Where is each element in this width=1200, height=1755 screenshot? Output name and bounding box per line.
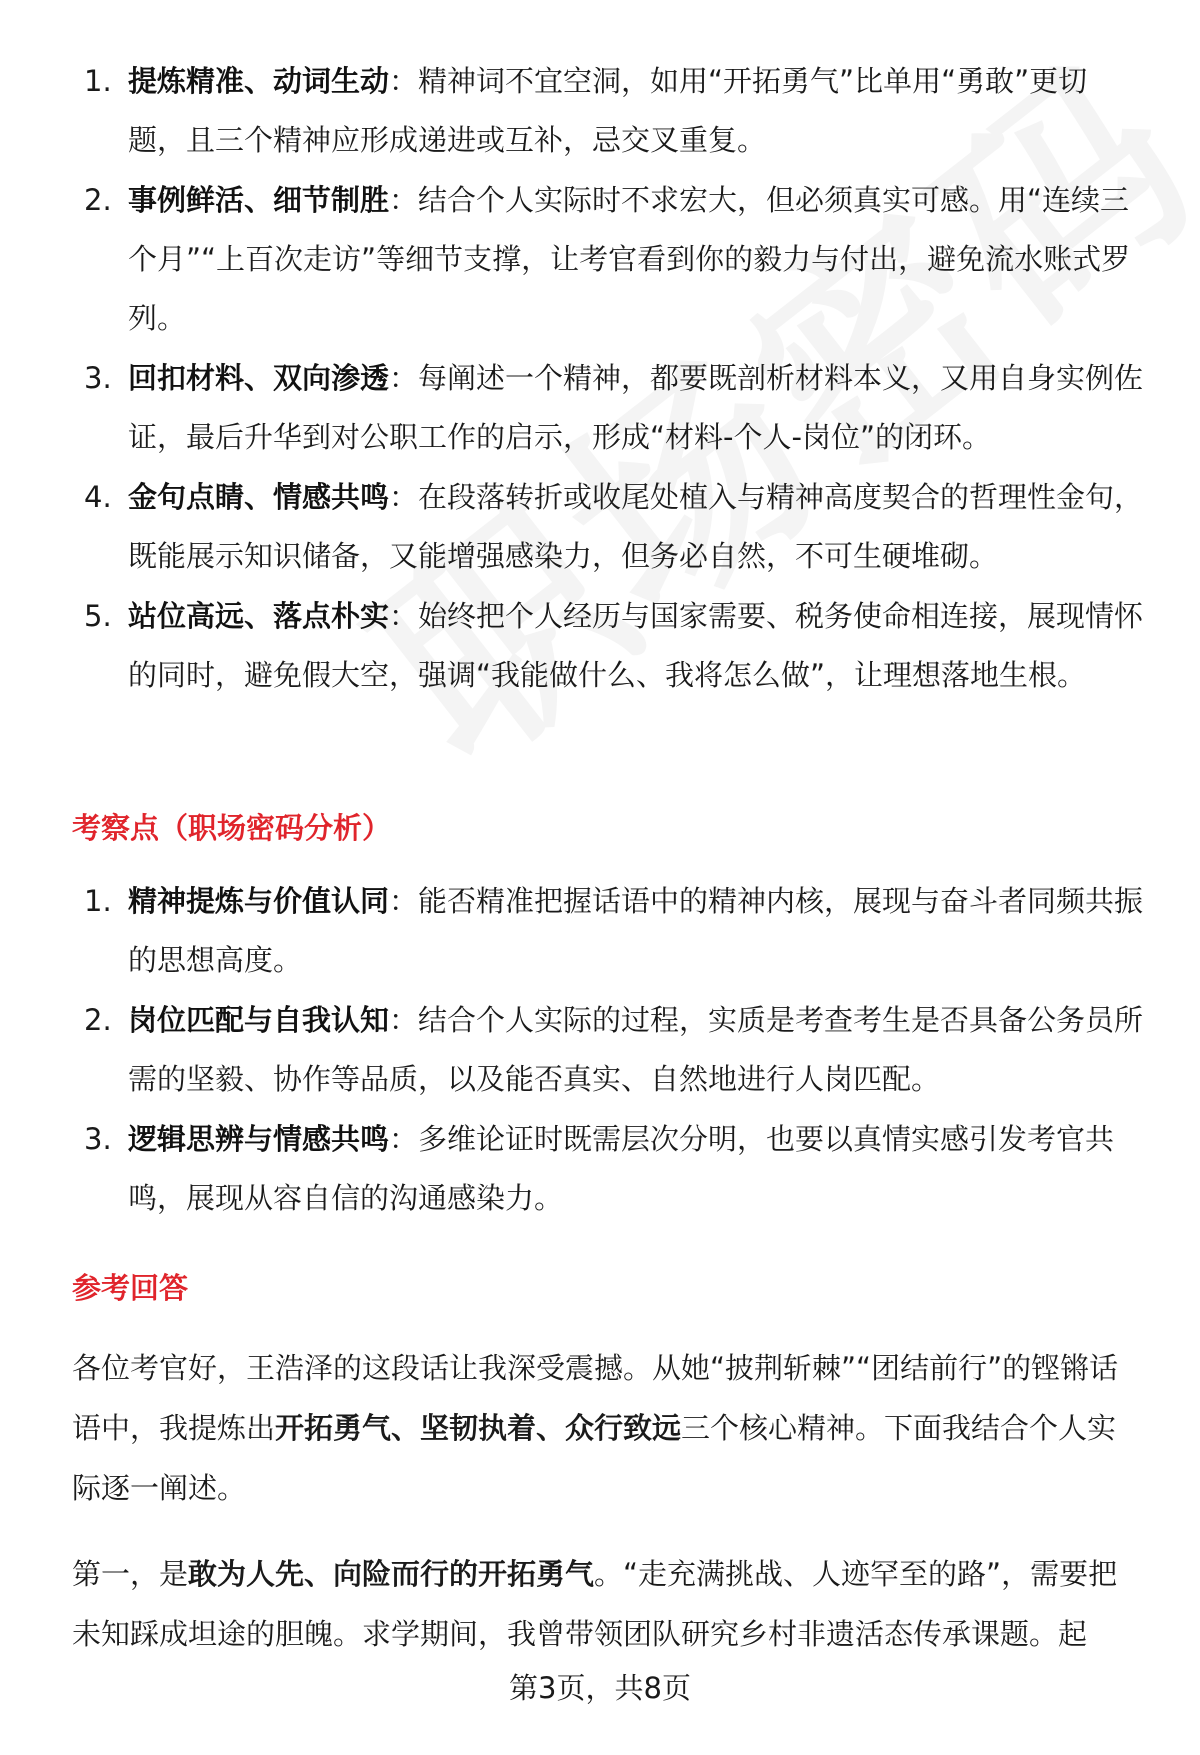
list-number: 3. [84,361,112,395]
list-item-title: 站位高远、落点朴实 [128,599,390,633]
list-item-title: 金句点睛、情感共鸣 [128,480,390,514]
list-item [0,468,1200,586]
list-item-text: ：多维论证时既需层次分明，也要以真情实感引发考官共鸣，展现从容自信的沟通感染力。 [128,1122,1115,1215]
list-item-text: ：每阐述一个精神，都要既剖析材料本义，又用自身实例佐证，最后升华到对公职工作的启示，形成“材料-个人-岗位”的闭环。 [128,361,1144,454]
list-item-title: 精神提炼与价值认同 [128,884,390,918]
list-item-title: 回扣材料、双向渗透 [128,361,390,395]
paragraph-highlight: 敢为人先、向险而行的开拓勇气 [188,1557,595,1591]
list-item [0,991,1200,1109]
list-item [0,872,1200,990]
list-item-text: ：精神词不宜空洞，如用“开拓勇气”比单用“勇敢”更切题，且三个精神应形成递进或互补，忌交叉重复。 [128,64,1088,157]
writing-tips-list [0,52,1200,705]
list-item [0,587,1200,705]
paragraph-highlight: 开拓勇气、坚韧执着、众行致远 [275,1411,682,1445]
paragraph-text: 第一，是 [72,1557,189,1591]
exam-points-list [0,872,1200,1228]
list-item-text: ：能否精准把握话语中的精神内核，展现与奋斗者同频共振的思想高度。 [128,884,1144,977]
section-heading-reference-answer: 参考回答 [72,1271,189,1305]
list-number: 2. [84,183,112,217]
answer-paragraph-first [72,1544,1142,1664]
paragraph-text: 三个核心精神。下面我结合个人实际逐一阐述。 [72,1411,1117,1505]
paragraph-text: 各位考官好，王浩泽的这段话让我深受震撼。从她“披荆斩棘”“团结前行”的铿锵话语中，我提炼出 [72,1351,1119,1445]
list-number: 2. [84,1003,112,1037]
list-number: 4. [84,480,112,514]
answer-paragraph-intro [72,1338,1142,1518]
list-item [0,1110,1200,1228]
list-number: 5. [84,599,112,633]
list-item-title: 逻辑思辨与情感共鸣 [128,1122,390,1156]
list-number: 1. [84,884,112,918]
list-item-text: ：在段落转折或收尾处植入与精神高度契合的哲理性金句，既能展示知识储备，又能增强感染力，但务必自然，不可生硬堆砌。 [128,480,1144,573]
page-number-footer: 第3页，共8页 [509,1671,691,1705]
list-item [0,171,1200,348]
list-item-title: 提炼精准、动词生动 [128,64,390,98]
list-item-title: 事例鲜活、细节制胜 [128,183,390,217]
list-item-text: ：结合个人实际的过程，实质是考查考生是否具备公务员所需的坚毅、协作等品质，以及能否真实、自然地进行人岗匹配。 [128,1003,1144,1096]
paragraph-text: 。“走充满挑战、人迹罕至的路”，需要把未知踩成坦途的胆魄。求学期间，我曾带领团队研究乡村非遗活态传承课题。起 [72,1557,1118,1651]
list-item [0,349,1200,467]
list-item-text: ：始终把个人经历与国家需要、税务使命相连接，展现情怀的同时，避免假大空，强调“我能做什么、我将怎么做”，让理想落地生根。 [128,599,1144,692]
list-item-text: ：结合个人实际时不求宏大，但必须真实可感。用“连续三个月”“上百次走访”等细节支撑，让考官看到你的毅力与付出，避免流水账式罗列。 [128,183,1131,335]
list-number: 3. [84,1122,112,1156]
section-heading-exam-points: 考察点（职场密码分析） [72,811,392,845]
list-number: 1. [84,64,112,98]
list-item [0,52,1200,170]
list-item-title: 岗位匹配与自我认知 [128,1003,390,1037]
